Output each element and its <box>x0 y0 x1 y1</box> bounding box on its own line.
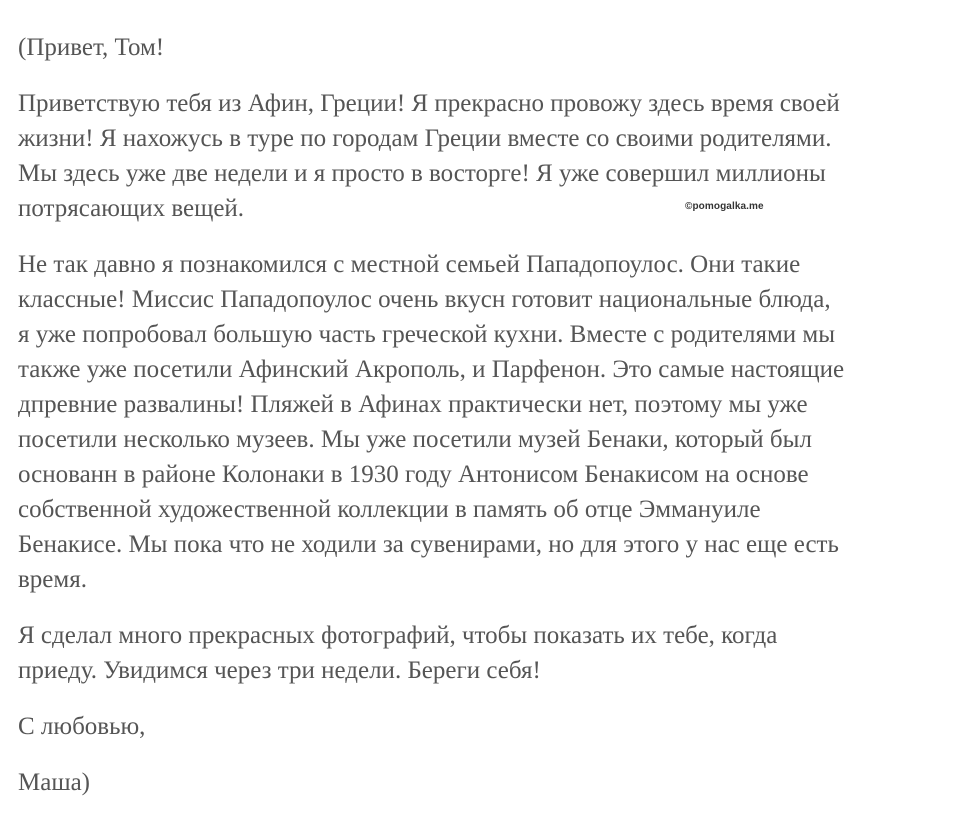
paragraph-2-line: время. <box>18 566 87 593</box>
watermark-text: ©pomogalka.me <box>685 201 764 212</box>
paragraph-2-line: собственной художественной коллекции в память об отце Эммануиле <box>18 496 761 523</box>
paragraph-1-line: потрясающих вещей. <box>18 195 245 222</box>
paragraph-2-line: я уже попробовал большую часть греческой кухни. Вместе с родителями мы <box>18 321 836 348</box>
paragraph-2-line: также уже посетили Афинский Акрополь, и Парфенон. Это самые настоящие <box>18 356 845 383</box>
paragraph-2-line: классные! Миссис Пападопоулос очень вкусн готовит национальные блюда, <box>18 286 831 313</box>
paragraph-gap <box>18 65 948 86</box>
paragraph-gap <box>18 226 948 247</box>
paragraph-1-line: жизни! Я нахожусь в туре по городам Греции вместе со своими родителями. <box>18 125 832 152</box>
paragraph-2-line: дпревние развалины! Пляжей в Афинах практически нет, поэтому мы уже <box>18 391 808 418</box>
paragraph-1 <box>18 86 948 226</box>
paragraph-2-line: Бенакисе. Мы пока что не ходили за сувенирами, но для этого у нас еще есть <box>18 531 839 558</box>
paragraph-gap <box>18 744 948 765</box>
paragraph-1-line: Мы здесь уже две недели и я просто в восторге! Я уже совершил миллионы <box>18 160 826 187</box>
paragraph-2 <box>18 247 948 597</box>
letter-greeting: (Привет, Том! <box>18 34 165 61</box>
paragraph-2-line: Не так давно я познакомился с местной семьей Пападопоулос. Они такие <box>18 251 801 278</box>
paragraph-3-line: приеду. Увидимся через три недели. Береги себя! <box>18 657 541 684</box>
paragraph-1-line: Приветствую тебя из Афин, Греции! Я прекрасно провожу здесь время своей <box>18 90 840 117</box>
paragraph-gap <box>18 597 948 618</box>
letter-closing: С любовью, <box>18 713 146 740</box>
paragraph-2-line: основанн в районе Колонаки в 1930 году Антонисом Бенакисом на основе <box>18 461 809 488</box>
letter-body <box>18 30 948 800</box>
paragraph-3 <box>18 618 948 688</box>
letter-signature: Маша) <box>18 769 90 796</box>
paragraph-gap <box>18 688 948 709</box>
paragraph-3-line: Я сделал много прекрасных фотографий, чтобы показать их тебе, когда <box>18 622 778 649</box>
paragraph-2-line: посетили несколько музеев. Мы уже посетили музей Бенаки, который был <box>18 426 812 453</box>
